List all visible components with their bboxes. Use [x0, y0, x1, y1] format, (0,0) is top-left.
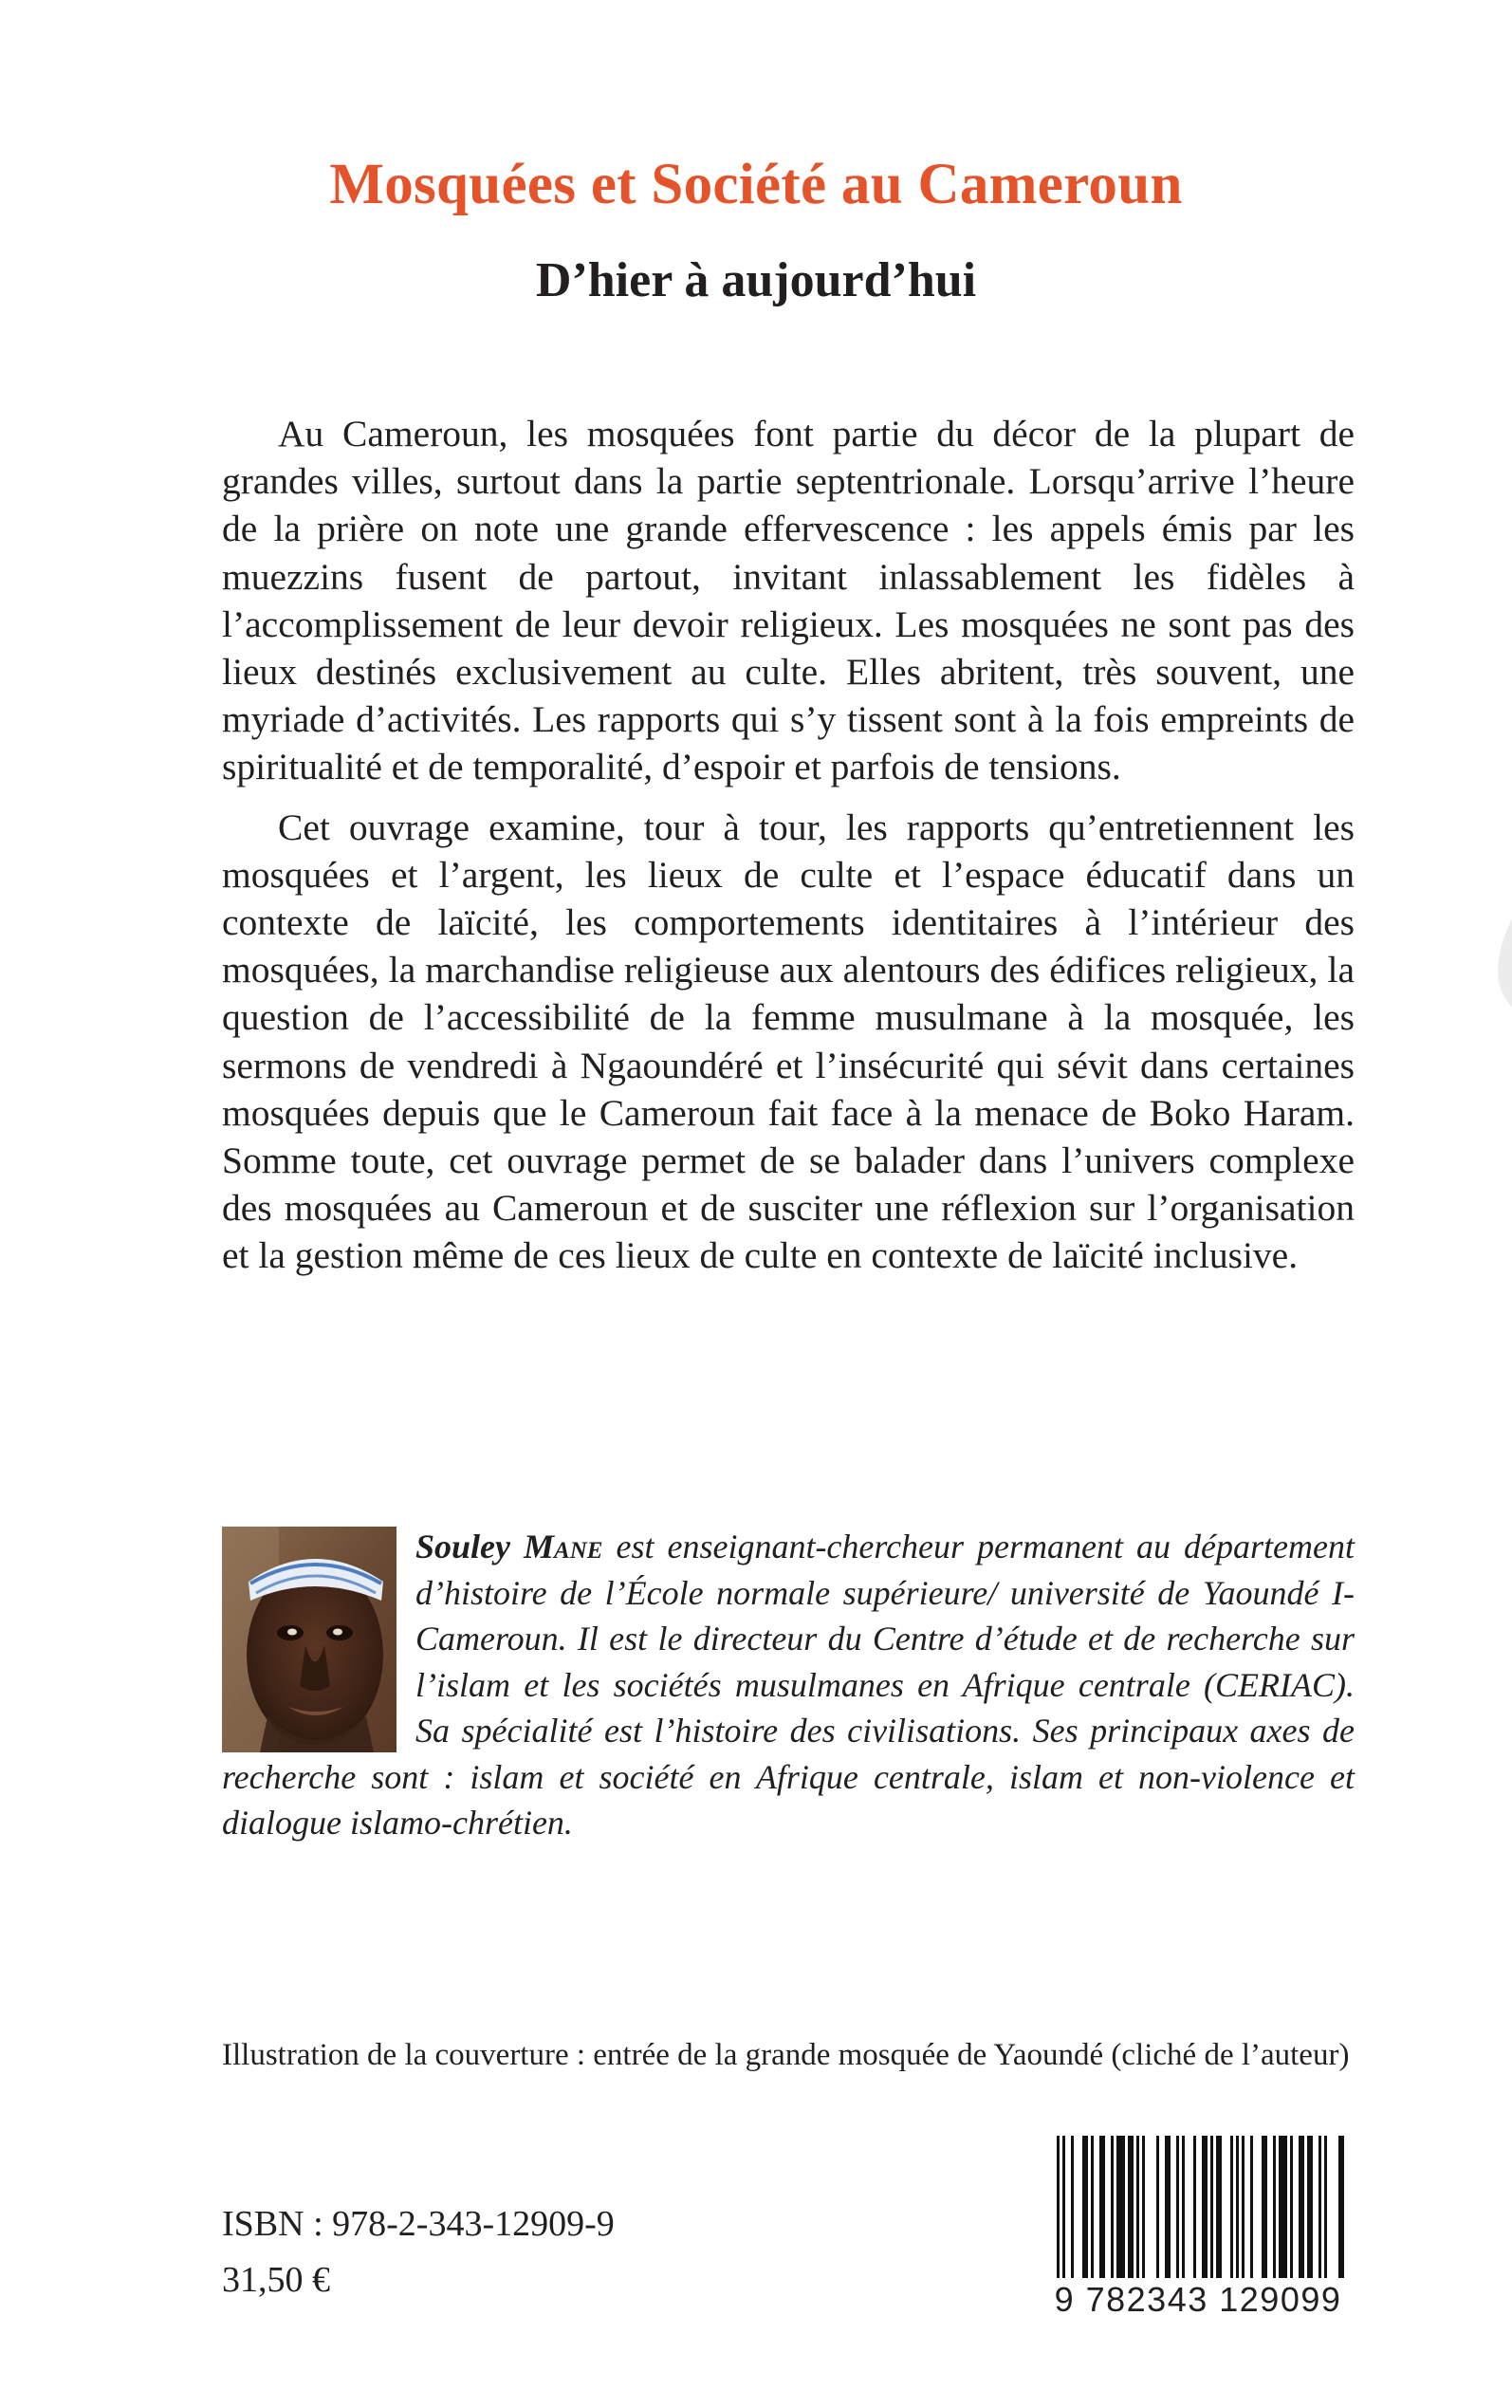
barcode-bar [1057, 2136, 1060, 2278]
barcode-bar [1202, 2136, 1208, 2278]
barcode-bar [1099, 2136, 1105, 2278]
barcode-bar [1299, 2136, 1304, 2278]
barcode-bar [1318, 2136, 1321, 2278]
barcode-bar [1062, 2136, 1065, 2278]
barcode-bar [1193, 2136, 1196, 2278]
barcode-bar [1111, 2136, 1114, 2278]
barcode-bar [1307, 2136, 1313, 2278]
barcode-bar [1262, 2136, 1267, 2278]
barcode-bar [1236, 2136, 1239, 2278]
barcode [1042, 2132, 1355, 2320]
price: 31,50 € [222, 2260, 330, 2300]
illustration-credit: Illustration de la couverture : entrée de la grande mosquée de Yaoundé (cliché de l’auteur) [222, 2038, 1350, 2072]
barcode-bar [1250, 2136, 1253, 2278]
book-subtitle: D’hier à aujourd’hui [535, 253, 977, 307]
barcode-bar [1136, 2136, 1139, 2278]
barcode-bar [1165, 2136, 1171, 2278]
barcode-bar [1071, 2136, 1074, 2278]
barcode-bar [1210, 2136, 1213, 2278]
barcode-bar [1156, 2136, 1159, 2278]
author-first-name: Souley [415, 1528, 511, 1565]
barcode-bar [1273, 2136, 1276, 2278]
barcode-bar [1290, 2136, 1293, 2278]
author-last-name: Mane [524, 1528, 603, 1565]
barcode-bar [1242, 2136, 1245, 2278]
isbn: ISBN : 978-2-343-12909-9 [222, 2204, 615, 2244]
barcode-bar [1176, 2136, 1179, 2278]
photo-spacer [222, 1524, 415, 1753]
barcode-bar [1082, 2136, 1088, 2278]
barcode-bar [1324, 2136, 1327, 2278]
barcode-bar [1338, 2136, 1344, 2278]
author-bio-text: est enseignant-chercheur permanent au département d’histoire de l’École normale supérieure/ université de Yaoundé I-Cameroun. Il est le directeur du Centre d’étude et de recherche sur l’islam et les sociétés musulmanes en Afrique centrale (CERIAC). Sa spécialité est l’histoire des civilisations. Ses principaux axes de recherche sont : islam et société en Afrique centrale, islam et non-violence et dialogue islamo-chrétien. [222, 1528, 1355, 1842]
page-curl-shadow [1489, 892, 1512, 1020]
barcode-bar [1230, 2136, 1233, 2278]
summary-paragraph: Au Cameroun, les mosquées font partie du décor de la plupart de grandes villes, surtout dans la partie septentrionale. Lorsqu’arrive l’heure de la prière on note une grande effervescence : les appels émis par les muezzins fusent de partout, invitant inlassablement les fidèles à l’accomplissement de leur devoir religieux. Les mosquées ne sont pas des lieux destinés exclusivement au culte. Elles abritent, très souvent, une myriade d’activités. Les rapports qui s’y tissent sont à la fois empreints de spiritualité et de temporalité, d’espoir et parfois de tensions. [222, 413, 1355, 788]
barcode-bar [1182, 2136, 1185, 2278]
barcode-bar [1116, 2136, 1125, 2278]
barcode-bar [1279, 2136, 1287, 2278]
book-title: Mosquées et Société au Cameroun [329, 153, 1183, 216]
barcode-bar [1216, 2136, 1222, 2278]
barcode-number: 9 782343 129099 [1054, 2280, 1342, 2319]
summary-text [222, 410, 1355, 1292]
barcode-bar [1128, 2136, 1134, 2278]
author-bio [222, 1524, 1355, 1846]
summary-paragraph: Cet ouvrage examine, tour à tour, les rapports qu’entretiennent les mosquées et l’argent, les lieux de culte et l’espace éducatif dans un contexte de laïcité, les comportements identitaires à l’intérieur des mosquées, la marchandise religieuse aux alentours des édifices religieux, la question de l’accessibilité de la femme musulmane à la mosquée, les sermons de vendredi à Ngaoundéré et l’insécurité qui sévit dans certaines mosquées depuis que le Cameroun fait face à la menace de Boko Haram. Somme toute, cet ouvrage permet de se balader dans l’univers complexe des mosquées au Cameroun et de susciter une réflexion sur l’organisation et la gestion même de ces lieux de culte en contexte de laïcité inclusive. [222, 806, 1355, 1277]
barcode-bars [1049, 2136, 1347, 2278]
barcode-bar [1142, 2136, 1145, 2278]
barcode-bar [1091, 2136, 1094, 2278]
